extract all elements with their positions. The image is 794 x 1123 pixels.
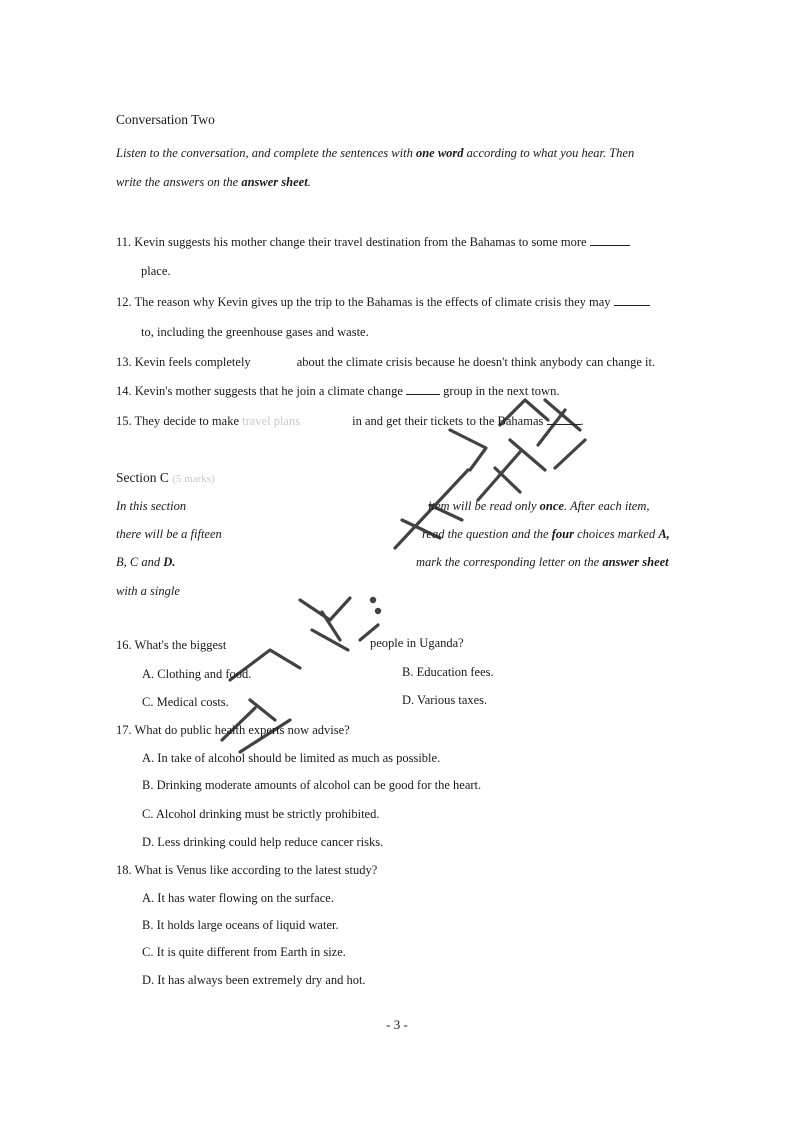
q16-option-c: C. Medical costs. (142, 695, 229, 709)
conversation-two-instruction-line-1: Listen to the conversation, and complete the sentences with one word according to what you hear. Then (116, 146, 635, 160)
section-c-instruction-3b: mark the corresponding letter on the answer sheet (416, 555, 669, 569)
question-11-continuation: place. (141, 264, 171, 278)
q18-option-d: D. It has always been extremely dry and hot. (142, 973, 366, 987)
question-18: 18. What is Venus like according to the latest study? (116, 863, 378, 877)
q18-option-b: B. It holds large oceans of liquid water. (142, 918, 339, 932)
q17-option-a: A. In take of alcohol should be limited as much as possible. (142, 751, 441, 765)
section-c-instruction-2a: there will be a fifteen (116, 527, 222, 541)
section-c-instruction-1b: item will be read only once. After each item, (428, 499, 650, 513)
q17-option-c: C. Alcohol drinking must be strictly prohibited. (142, 807, 380, 821)
conversation-two-instruction-line-2: write the answers on the answer sheet. (116, 175, 311, 189)
question-17: 17. What do public health experts now advise? (116, 723, 350, 737)
question-12-continuation: to, including the greenhouse gases and waste. (141, 325, 369, 339)
section-c-instruction-2b: read the question and the four choices marked A, (422, 527, 670, 541)
section-c-instruction-3a: B, C and D. (116, 555, 176, 569)
question-12: 12. The reason why Kevin gives up the trip to the Bahamas is the effects of climate crisis they may (116, 294, 650, 310)
page-number: - 3 - (386, 1017, 408, 1032)
conversation-two-heading: Conversation Two (116, 112, 215, 127)
question-13: 13. Kevin feels completely about the climate crisis because he doesn't think anybody can change it. (116, 355, 656, 369)
q17-option-d: D. Less drinking could help reduce cancer risks. (142, 835, 384, 849)
answer-blank-14 (406, 383, 440, 395)
answer-blank-12 (614, 294, 650, 306)
question-16-stem-b: people in Uganda? (370, 636, 464, 650)
section-c-instruction-1a: In this section (116, 499, 187, 513)
q18-option-c: C. It is quite different from Earth in size. (142, 945, 346, 959)
section-c-instruction-4: with a single (116, 584, 180, 598)
q18-option-a: A. It has water flowing on the surface. (142, 891, 334, 905)
section-c-heading: Section C (5 marks) (116, 470, 215, 485)
q17-option-b: B. Drinking moderate amounts of alcohol can be good for the heart. (142, 778, 482, 792)
q16-option-d: D. Various taxes. (402, 693, 488, 707)
answer-blank-11 (590, 234, 630, 246)
answer-blank-15b (547, 413, 581, 425)
question-14: 14. Kevin's mother suggests that he join a climate change group in the next town. (116, 384, 560, 398)
q16-option-a: A. Clothing and food. (142, 667, 252, 681)
q16-option-b: B. Education fees. (402, 665, 494, 679)
question-15: 15. They decide to make travel plans in and get their tickets to the Bahamas . (116, 414, 584, 428)
question-16-stem-a: 16. What's the biggest (116, 638, 227, 652)
question-11: 11. Kevin suggests his mother change their travel destination from the Bahamas to some more (116, 234, 630, 250)
